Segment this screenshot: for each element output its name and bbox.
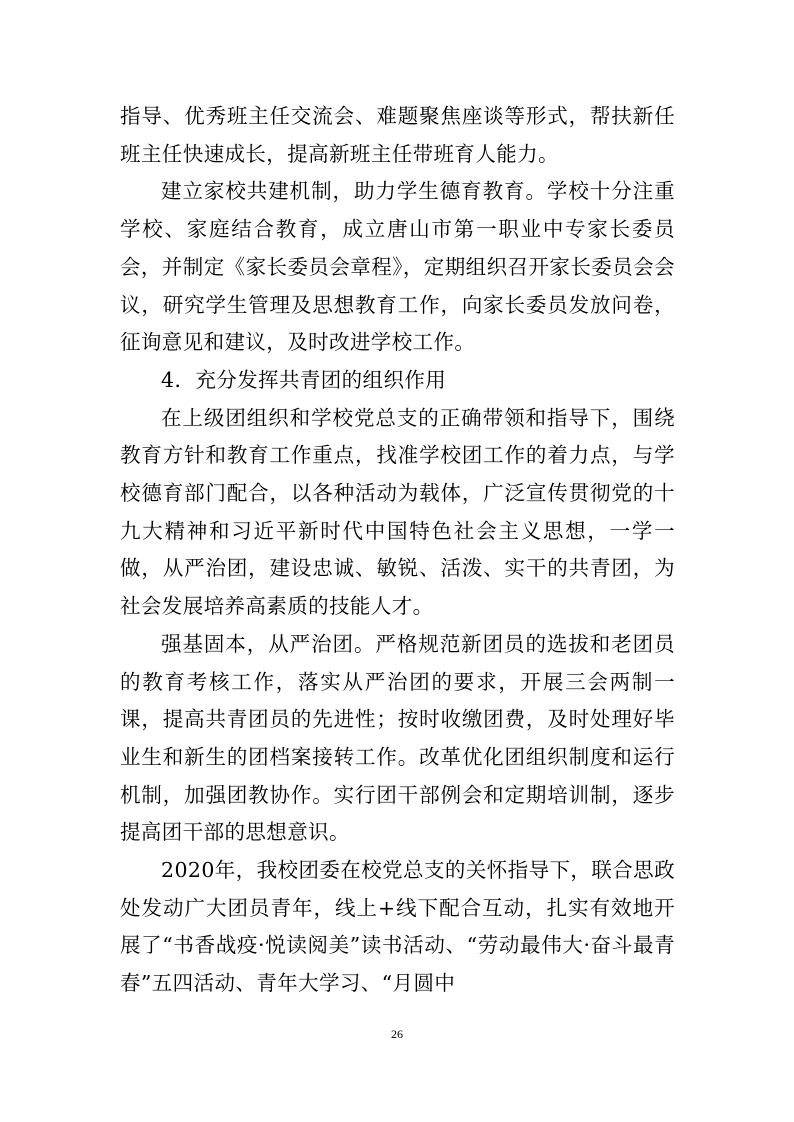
paragraph-continued: 指导、优秀班主任交流会、难题聚焦座谈等形式，帮扶新任班主任快速成长，提高新班主任带班育人能力。: [120, 104, 675, 166]
paragraph-youth-league: 在上级团组织和学校党总支的正确带领和指导下，围绕教育方针和教育工作重点，找准学校团工作的着力点，与学校德育部门配合，以各种活动为载体，广泛宣传贯彻党的十九大精神和习近平新时代中国特色社会主义思想，一学一做，从严治团，建设忠诚、敏锐、活泼、实干的共青团，为社会发展培养高素质的技能人才。: [120, 405, 675, 619]
paragraph-strict-governance: 强基固本，从严治团。严格规范新团员的选拔和老团员的教育考核工作，落实从严治团的要求，开展三会两制一课，提高共青团员的先进性；按时收缴团费，及时处理好毕业生和新生的团档案接转工作。改革优化团组织制度和运行机制，加强团教协作。实行团干部例会和定期培训制，逐步提高团干部的思想意识。: [120, 631, 675, 845]
body-text: [120, 98, 675, 1003]
page-number: 26: [391, 1027, 403, 1041]
section-heading: 4．充分发挥共青团的组织作用: [161, 367, 447, 392]
paragraph-2020-activities: 2020年，我校团委在校党总支的关怀指导下，联合思政处发动广大团员青年，线上+线下配合互动，扎实有效地开展了“书香战疫·悦读阅美”读书活动、“劳动最伟大·奋斗最青春”五四活动、青年大学习、“月圆中: [120, 858, 675, 996]
paragraph-home-school: 建立家校共建机制，助力学生德育教育。学校十分注重学校、家庭结合教育，成立唐山市第一职业中专家长委员会，并制定《家长委员会章程》，定期组织召开家长委员会会议，研究学生管理及思想教育工作，向家长委员发放问卷，征询意见和建议，及时改进学校工作。: [120, 179, 675, 355]
